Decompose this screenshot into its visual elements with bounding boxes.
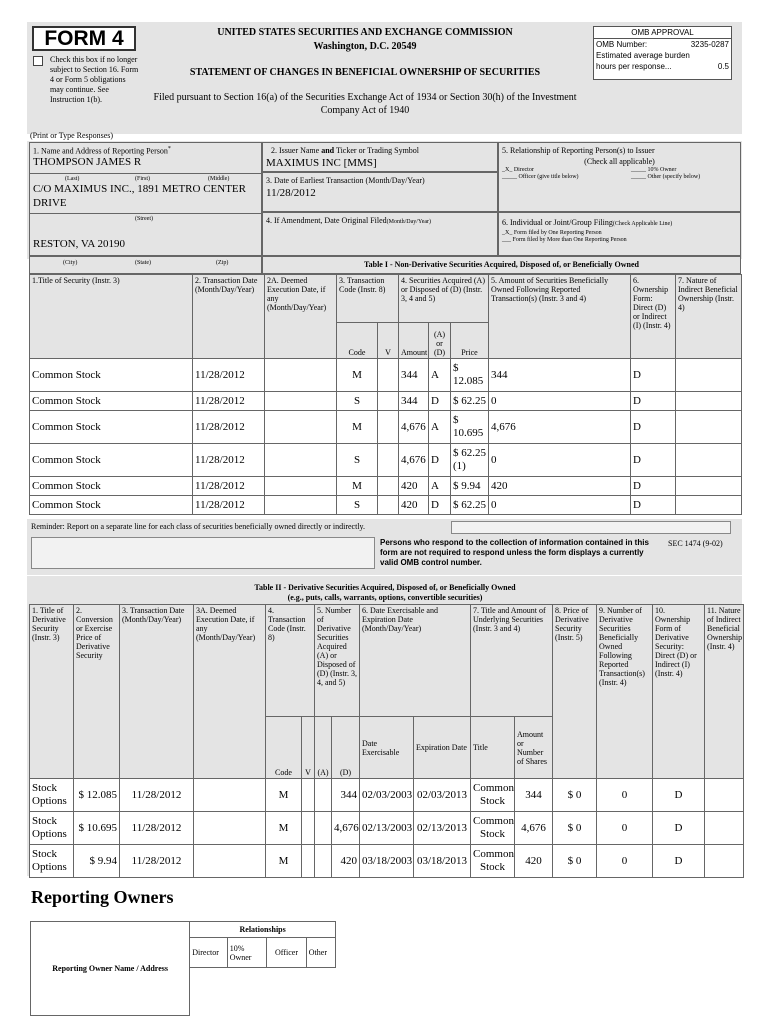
ro-director: Director: [190, 938, 227, 968]
box1-city: (City): [63, 260, 78, 266]
t1-cell-deemed: [265, 477, 337, 496]
table-row: [30, 411, 742, 444]
box3-label: 3. Date of Earliest Transaction (Month/Day/Year): [266, 176, 425, 185]
t2-cell-owned: 0: [597, 845, 653, 878]
t1-h-nature: 7. Nature of Indirect Beneficial Ownership (Instr. 4): [676, 275, 742, 359]
t2-cell-owned: 0: [597, 779, 653, 812]
t2-cell-u-title: Common Stock: [471, 779, 515, 812]
filing-one-person[interactable]: _X_ Form filed by One Reporting Person: [502, 230, 602, 236]
t2-sub-amount: Amount or Number of Shares: [515, 717, 553, 779]
t1-cell-date: 11/28/2012: [193, 444, 265, 477]
t1-cell-nature: [676, 392, 742, 411]
t1-cell-v: [378, 477, 399, 496]
t2-cell-code: M: [266, 812, 302, 845]
t1-cell-amount: 420: [399, 496, 429, 515]
t2-cell-v: [302, 845, 315, 878]
box1-reporting-person: [29, 142, 262, 256]
relationship-officer[interactable]: _____ Officer (give title below): [502, 174, 579, 180]
t2-h-deemed: 3A. Deemed Execution Date, if any (Month/Day/Year): [194, 605, 266, 779]
address-line1: C/O MAXIMUS INC., 1891 METRO CENTER: [33, 183, 246, 195]
t1-cell-nature: [676, 411, 742, 444]
reporting-owners-heading: Reporting Owners: [31, 887, 174, 907]
t1-cell-deemed: [265, 411, 337, 444]
t2-cell-u-amt: 4,676: [515, 812, 553, 845]
t2-cell-code: M: [266, 845, 302, 878]
box2-label-a: 2. Issuer Name: [271, 146, 322, 155]
t1-sub-price: Price: [451, 323, 489, 359]
t2-cell-ex: 02/03/2003: [360, 779, 414, 812]
t1-h-title: 1.Title of Security (Instr. 3): [30, 275, 193, 359]
ro-officer: Officer: [267, 938, 307, 968]
agency-title: UNITED STATES SECURITIES AND EXCHANGE COMMISSION: [217, 27, 513, 38]
t1-cell-date: 11/28/2012: [193, 392, 265, 411]
t2-cell-date: 11/28/2012: [120, 779, 194, 812]
t1-cell-amount: 420: [399, 477, 429, 496]
t1-cell-amount: 4,676: [399, 444, 429, 477]
t1-cell-amount: 344: [399, 359, 429, 392]
t1-cell-owned: 0: [489, 392, 631, 411]
t2-cell-nature: [705, 812, 744, 845]
t2-cell-code: M: [266, 779, 302, 812]
omb-hours-label: hours per response...: [596, 62, 672, 71]
t1-cell-title: Common Stock: [30, 477, 193, 496]
t2-sub-exp: Expiration Date: [414, 717, 471, 779]
address-line2: DRIVE: [33, 197, 67, 209]
t1-cell-v: [378, 444, 399, 477]
t2-sub-code: Code: [266, 717, 302, 779]
t2-cell-ex: 03/18/2003: [360, 845, 414, 878]
relationship-director[interactable]: _X_ Director: [502, 167, 534, 173]
ro-empty: [190, 968, 336, 1016]
ro-other: Other: [306, 938, 335, 968]
t1-cell-title: Common Stock: [30, 444, 193, 477]
t2-cell-a: [315, 812, 332, 845]
t2-h-conv: 2. Conversion or Exercise Price of Derivative Security: [74, 605, 120, 779]
t1-cell-amount: 344: [399, 392, 429, 411]
t1-cell-nature: [676, 477, 742, 496]
box5-relationship: [498, 142, 741, 212]
t1-cell-form: D: [631, 444, 676, 477]
t2-cell-date: 11/28/2012: [120, 812, 194, 845]
notice-blank-box: [31, 537, 375, 569]
box6-filing: [498, 212, 741, 256]
table-row: [30, 477, 742, 496]
t2-cell-d: 420: [332, 845, 360, 878]
t2-cell-nature: [705, 845, 744, 878]
t2-h-form: 10. Ownership Form of Derivative Security: Direct (D) or Indirect (I) (Instr. 4): [653, 605, 705, 779]
t1-sub-v: V: [378, 323, 399, 359]
t2-cell-v: [302, 812, 315, 845]
table2-title: Table II - Derivative Securities Acquired, Disposed of, or Beneficially Owned: [254, 583, 516, 592]
box2-label-and: and: [321, 146, 335, 155]
t2-h-underlying: 7. Title and Amount of Underlying Securities (Instr. 3 and 4): [471, 605, 553, 717]
table-row: [30, 444, 742, 477]
t1-h-acquired: 4. Securities Acquired (A) or Disposed of (D) (Instr. 3, 4 and 5): [399, 275, 489, 323]
t1-cell-ad: D: [429, 444, 451, 477]
t2-cell-conv: $ 10.695: [74, 812, 120, 845]
t1-cell-owned: 0: [489, 444, 631, 477]
box1-label: 1. Name and Address of Reporting Person: [33, 146, 168, 156]
t1-cell-owned: 0: [489, 496, 631, 515]
box4-amendment: [262, 212, 498, 256]
t2-cell-conv: $ 9.94: [74, 845, 120, 878]
t1-cell-price: $ 62.25: [451, 392, 489, 411]
t1-cell-amount: 4,676: [399, 411, 429, 444]
box6-label: 6. Individual or Joint/Group Filing: [502, 218, 613, 227]
t2-cell-exp: 02/03/2013: [414, 779, 471, 812]
t2-sub-title: Title: [471, 717, 515, 779]
t2-h-date: 3. Transaction Date (Month/Day/Year): [120, 605, 194, 779]
ro-ten-pct: 10% Owner: [227, 938, 267, 968]
t2-cell-exp: 02/13/2013: [414, 812, 471, 845]
box1-street: (Street): [135, 216, 153, 222]
t2-cell-form: D: [653, 845, 705, 878]
form-title: FORM 4: [44, 27, 124, 50]
city-state-zip: RESTON, VA 20190: [33, 238, 125, 250]
t2-cell-price: $ 0: [553, 845, 597, 878]
t2-cell-form: D: [653, 812, 705, 845]
table2-derivative: [29, 604, 744, 878]
sec-code: SEC 1474 (9-02): [668, 539, 723, 548]
t1-cell-title: Common Stock: [30, 411, 193, 444]
t1-cell-v: [378, 411, 399, 444]
t1-cell-v: [378, 496, 399, 515]
omb-burden: Estimated average burden: [596, 51, 690, 60]
t2-cell-d: 4,676: [332, 812, 360, 845]
t2-h-price: 8. Price of Derivative Security (Instr. 5): [553, 605, 597, 779]
t1-sub-amount: Amount: [399, 323, 429, 359]
box6-label-small: (Check Applicable Line): [612, 221, 673, 227]
filing-more-persons[interactable]: ___ Form filed by More than One Reporting Person: [502, 237, 627, 243]
t2-h-code: 4. Transaction Code (Instr. 8): [266, 605, 315, 717]
t1-cell-form: D: [631, 477, 676, 496]
t1-cell-date: 11/28/2012: [193, 411, 265, 444]
relationship-other[interactable]: _____ Other (specify below): [631, 174, 701, 180]
ro-name-col: Reporting Owner Name / Address: [31, 922, 190, 1016]
t1-cell-title: Common Stock: [30, 359, 193, 392]
t1-sub-aord: (A) or (D): [429, 323, 451, 359]
table-row: [30, 359, 742, 392]
t2-cell-title: Stock Options: [30, 845, 74, 878]
table-row: [30, 812, 744, 845]
omb-hours: 0.5: [717, 62, 729, 71]
t2-cell-u-amt: 420: [515, 845, 553, 878]
relationship-ten-pct[interactable]: _____ 10% Owner: [631, 167, 677, 173]
t2-cell-price: $ 0: [553, 779, 597, 812]
form-title-box: [32, 26, 136, 51]
t1-cell-date: 11/28/2012: [193, 477, 265, 496]
t2-cell-u-title: Common Stock: [471, 812, 515, 845]
omb-approval-box: [593, 26, 732, 80]
t1-cell-ad: D: [429, 392, 451, 411]
issuer-name: MAXIMUS INC [MMS]: [266, 157, 377, 169]
omb-title: OMB APPROVAL: [594, 27, 731, 39]
reporting-person-name: THOMPSON JAMES R: [33, 156, 142, 168]
t1-cell-price: $ 62.25: [451, 496, 489, 515]
t2-cell-form: D: [653, 779, 705, 812]
t1-cell-nature: [676, 359, 742, 392]
statement-title: STATEMENT OF CHANGES IN BENEFICIAL OWNERSHIP OF SECURITIES: [189, 67, 541, 78]
no-longer-subject-checkbox[interactable]: [33, 56, 43, 66]
t1-h-owned: 5. Amount of Securities Beneficially Owned Following Reported Transaction(s) (Instr. 3 and 4): [489, 275, 631, 359]
t2-cell-title: Stock Options: [30, 779, 74, 812]
earliest-date: 11/28/2012: [266, 187, 316, 199]
omb-number: 3235-0287: [690, 40, 729, 49]
box1-middle: (Middle): [208, 176, 230, 182]
t1-cell-form: D: [631, 411, 676, 444]
t2-cell-title: Stock Options: [30, 812, 74, 845]
box1-last: (Last): [65, 176, 80, 182]
t1-h-form: 6. Ownership Form: Direct (D) or Indirect (I) (Instr. 4): [631, 275, 676, 359]
t1-cell-date: 11/28/2012: [193, 496, 265, 515]
table1-non-derivative: [29, 274, 742, 515]
checkbox-text: Check this box if no longer subject to Section 16. Form 4 or Form 5 obligations may continue. See Instruction 1(b).: [50, 55, 139, 104]
t2-cell-v: [302, 779, 315, 812]
agency-city: Washington, D.C. 20549: [313, 41, 417, 52]
table-row: [30, 496, 742, 515]
t1-cell-price: $ 62.25 (1): [451, 444, 489, 477]
t1-cell-code: S: [337, 392, 378, 411]
t1-cell-form: D: [631, 359, 676, 392]
persons-notice: Persons who respond to the collection of information contained in this form are not required to respond unless the form displays a currently valid OMB control number.: [380, 538, 649, 567]
table2-subtitle: (e.g., puts, calls, warrants, options, convertible securities): [287, 593, 483, 602]
box5-label: 5. Relationship of Reporting Person(s) to Issuer: [502, 146, 655, 155]
table-row: [30, 392, 742, 411]
t2-cell-deemed: [194, 779, 266, 812]
box4-label: 4. If Amendment, Date Original Filed: [266, 216, 387, 225]
t2-sub-date-ex: Date Exercisable: [360, 717, 414, 779]
t2-cell-u-title: Common Stock: [471, 845, 515, 878]
t1-cell-price: $ 9.94: [451, 477, 489, 496]
t1-cell-title: Common Stock: [30, 392, 193, 411]
t2-h-title: 1. Title of Derivative Security (Instr. 3): [30, 605, 74, 779]
t1-cell-owned: 344: [489, 359, 631, 392]
t2-cell-price: $ 0: [553, 812, 597, 845]
t1-cell-code: S: [337, 444, 378, 477]
t1-cell-price: $ 10.695: [451, 411, 489, 444]
box1-star: *: [167, 146, 171, 152]
t2-cell-exp: 03/18/2013: [414, 845, 471, 878]
table1-title: Table I - Non-Derivative Securities Acquired, Disposed of, or Beneficially Owned: [262, 256, 741, 274]
t1-cell-title: Common Stock: [30, 496, 193, 515]
reminder-blank-box: [451, 521, 731, 534]
print-type-note: (Print or Type Responses): [30, 131, 114, 140]
t1-cell-v: [378, 392, 399, 411]
t1-h-date: 2. Transaction Date (Month/Day/Year): [193, 275, 265, 359]
t1-cell-nature: [676, 496, 742, 515]
t2-sub-d: (D): [332, 717, 360, 779]
box5-check: (Check all applicable): [584, 157, 655, 166]
box2-issuer: [262, 142, 498, 172]
reminder-text: Reminder: Report on a separate line for each class of securities beneficially owned directly or indirectly.: [31, 522, 366, 531]
t1-cell-code: M: [337, 359, 378, 392]
reporting-owners-table: [30, 921, 336, 1016]
t1-cell-deemed: [265, 359, 337, 392]
t1-cell-code: M: [337, 477, 378, 496]
t1-cell-nature: [676, 444, 742, 477]
t1-cell-price: $ 12.085: [451, 359, 489, 392]
t2-cell-deemed: [194, 812, 266, 845]
t1-cell-ad: D: [429, 496, 451, 515]
t1-h-deemed: 2A. Deemed Execution Date, if any (Month/Day/Year): [265, 275, 337, 359]
t2-cell-a: [315, 779, 332, 812]
t2-cell-a: [315, 845, 332, 878]
t2-h-number: 5. Number of Derivative Securities Acquired (A) or Disposed of (D) (Instr. 3, 4, and 5): [315, 605, 360, 717]
t1-cell-form: D: [631, 496, 676, 515]
t2-cell-ex: 02/13/2003: [360, 812, 414, 845]
table-row: [30, 845, 744, 878]
box1-state: (State): [135, 260, 151, 266]
t1-cell-form: D: [631, 392, 676, 411]
t1-cell-date: 11/28/2012: [193, 359, 265, 392]
t2-h-nature: 11. Nature of Indirect Beneficial Ownership (Instr. 4): [705, 605, 744, 779]
t1-cell-owned: 4,676: [489, 411, 631, 444]
box1-first: (First): [135, 176, 150, 182]
omb-number-label: OMB Number:: [596, 40, 648, 49]
t2-sub-v: V: [302, 717, 315, 779]
box4-label-small: (Month/Day/Year): [386, 219, 432, 225]
t2-cell-conv: $ 12.085: [74, 779, 120, 812]
t1-cell-deemed: [265, 496, 337, 515]
t2-cell-deemed: [194, 845, 266, 878]
t2-cell-owned: 0: [597, 812, 653, 845]
t2-cell-date: 11/28/2012: [120, 845, 194, 878]
t1-cell-v: [378, 359, 399, 392]
box1-zip: (Zip): [216, 260, 229, 266]
box1-city-row: [29, 256, 262, 274]
t2-h-exercisable: 6. Date Exercisable and Expiration Date (Month/Day/Year): [360, 605, 471, 717]
t1-cell-code: M: [337, 411, 378, 444]
t2-h-owned: 9. Number of Derivative Securities Beneficially Owned Following Reported Transaction(s) (Instr. 4): [597, 605, 653, 779]
t1-cell-ad: A: [429, 477, 451, 496]
t2-cell-u-amt: 344: [515, 779, 553, 812]
filed-pursuant: Filed pursuant to Section 16(a) of the Securities Exchange Act of 1934 or Section 30(h) of the Investment Company Act of 1940: [153, 92, 577, 116]
t1-cell-ad: A: [429, 359, 451, 392]
t1-cell-deemed: [265, 444, 337, 477]
box3-earliest-date: [262, 172, 498, 212]
table-row: [30, 779, 744, 812]
t2-cell-d: 344: [332, 779, 360, 812]
t1-sub-code: Code: [337, 323, 378, 359]
t1-cell-owned: 420: [489, 477, 631, 496]
t1-cell-deemed: [265, 392, 337, 411]
box2-label-b: Ticker or Trading Symbol: [334, 146, 420, 155]
t2-sub-a: (A): [315, 717, 332, 779]
t2-cell-nature: [705, 779, 744, 812]
t1-h-code: 3. Transaction Code (Instr. 8): [337, 275, 399, 323]
t1-cell-ad: A: [429, 411, 451, 444]
ro-relationships: Relationships: [190, 922, 336, 938]
t1-cell-code: S: [337, 496, 378, 515]
